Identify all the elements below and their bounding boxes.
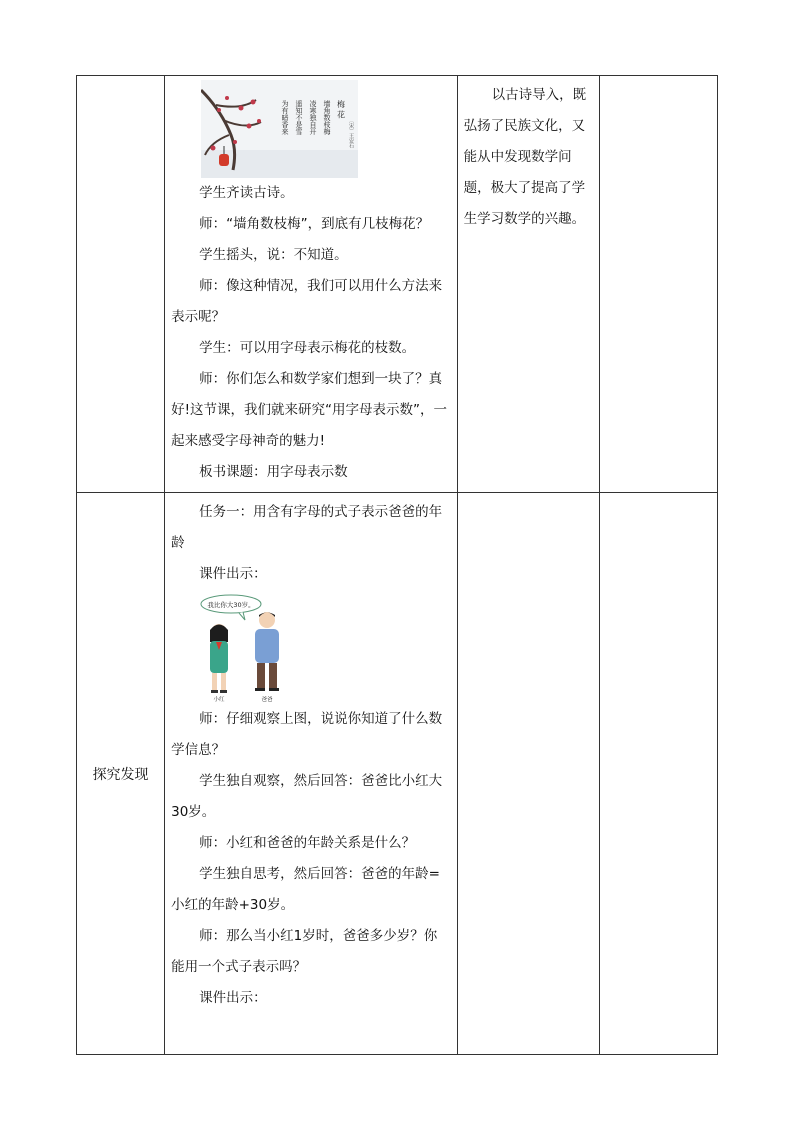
stage-cell (77, 76, 165, 493)
plum-poem-image (201, 80, 358, 178)
dad-label: 爸爸 (261, 697, 273, 704)
paragraph: 师：小红和爸爸的年龄关系是什么？ (199, 835, 416, 852)
poem-line: 墙角数枝梅 (323, 100, 332, 135)
paragraph: 师：那么当小红1岁时，爸爸多少岁？你能用一个式子表示吗？ (171, 928, 438, 976)
paragraph: 学生独自思考，然后回答：爸爸的年龄=小红的年龄+30岁。 (171, 866, 440, 914)
paragraph: 学生齐读古诗。 (199, 185, 294, 201)
paragraph: 师：“墙角数枝梅”，到底有几枝梅花？ (199, 216, 430, 232)
girl-label: 小红 (213, 697, 225, 704)
activity-cell (165, 76, 457, 493)
girl-and-dad-illustration (199, 594, 297, 704)
paragraph: 课件出示： (199, 990, 267, 1007)
design-note-cell (457, 493, 599, 1055)
poem-author: 〔宋〕王安石 (348, 118, 355, 148)
remark-cell (599, 493, 717, 1055)
stage-cell: 探究发现 (77, 493, 165, 1055)
activity-cell (165, 493, 457, 1055)
table-row (77, 493, 718, 1055)
table-row (77, 76, 718, 493)
paragraph: 学生：可以用字母表示梅花的枝数。 (199, 340, 416, 356)
paragraph: 板书课题：用字母表示数 (199, 464, 348, 480)
design-note-cell (457, 76, 599, 493)
design-note: 以古诗导入，既弘扬了民族文化，又能从中发现数学问题，极大了提高了学生学习数学的兴趣。 (463, 87, 587, 227)
paragraph: 课件出示： (199, 566, 267, 583)
poem-title: 梅 花 (336, 100, 346, 119)
remark-cell (599, 76, 717, 493)
lesson-table (76, 75, 718, 1055)
paragraph: 师：仔细观察上图，说说你知道了什么数学信息？ (171, 711, 443, 759)
poem-line: 凌寒独自开 (309, 100, 318, 135)
paragraph: 学生摇头，说：不知道。 (199, 247, 348, 263)
poem-line: 遥知不是雪 (295, 100, 304, 135)
paragraph: 任务一：用含有字母的式子表示爸爸的年龄 (171, 504, 443, 552)
paragraph: 师：像这种情况，我们可以用什么方法来表示呢？ (171, 278, 443, 325)
speech-bubble-text: 我比你大30岁。 (207, 601, 255, 610)
poem-line: 为有暗香来 (281, 100, 290, 135)
paragraph: 师：你们怎么和数学家们想到一块了？真好!这节课，我们就来研究“用字母表示数”，一起来感受字母神奇的魅力! (171, 371, 448, 449)
paragraph: 学生独自观察，然后回答：爸爸比小红大30岁。 (171, 773, 443, 821)
